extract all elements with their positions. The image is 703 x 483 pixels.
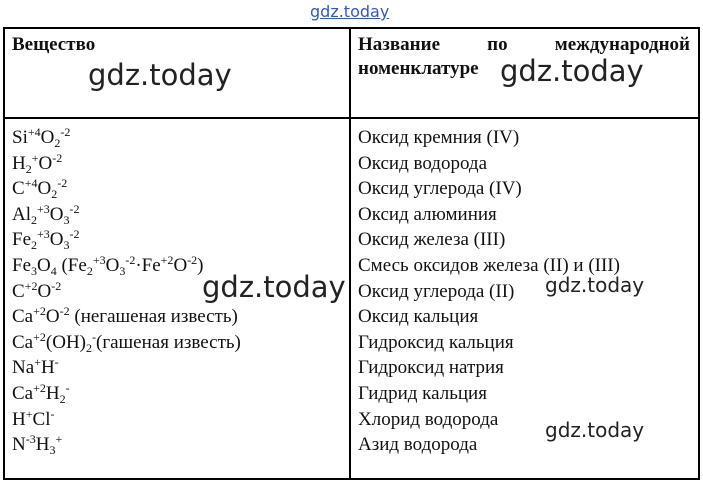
name-line: Гидроксид натрия [358, 357, 504, 379]
formula-line: $Ca^{+2}O^{-2}$ (негашеная известь) [12, 304, 238, 328]
header-name-line1: Название по международной [358, 34, 690, 55]
formula-line: Na+H- [12, 355, 59, 379]
watermark: gdz.today [500, 54, 644, 88]
name-line: Хлорид водорода [358, 408, 499, 430]
name-line: Смесь оксидов железа (II) и (III) [358, 254, 620, 276]
formula-line: $Si^{+4}O_2^{-2}$ [12, 125, 71, 150]
formula-line: $Al_2^{+3}O_3^{-2}$ [12, 201, 80, 227]
name-line: Оксид кальция [358, 306, 479, 328]
formula-line: $N^{-3}H_3^+$ [12, 432, 63, 458]
formula-line: $Ca^{+2}H_2^-$ [12, 380, 70, 406]
name-line: Гидрид кальция [358, 382, 487, 404]
formula-line: $H_2^+O^{-2}$ [12, 150, 63, 176]
name-line: Оксид углерода (IV) [358, 178, 522, 200]
formula-line: $Ca^{+2}(OH)_2^-(гашеная$ известь) [12, 329, 241, 355]
header-substance: Вещество [12, 34, 96, 55]
watermark: gdz.today [545, 273, 645, 297]
formula-line: $Fe_3O_4$ $(Fe_2^{+3}O_3^{-2}\cdot Fe^{+2}O^{-2})$ [12, 252, 204, 278]
watermark: gdz.today [88, 58, 232, 92]
name-line: Оксид алюминия [358, 203, 497, 225]
watermark: gdz.today [545, 418, 645, 442]
name-line: Оксид углерода (II) [358, 280, 515, 302]
header-name-line2: номенклатуре [358, 58, 479, 79]
watermark-link[interactable]: gdz.today [310, 2, 390, 21]
formula-line: H+Cl- [12, 406, 55, 430]
formula-line: $C^{+4}O_2^{-2}$ [12, 176, 68, 202]
watermark: gdz.today [202, 270, 346, 304]
name-list [350, 118, 699, 479]
name-line: Оксид кремния (IV) [358, 127, 520, 148]
formula-line: $C^{+2}O^{-2}$ [12, 278, 62, 302]
name-line: Гидроксид кальция [358, 331, 514, 353]
formula-line: $Fe_2^{+3}O_3^{-2}$ [12, 227, 80, 253]
name-line: Оксид железа (III) [358, 229, 506, 251]
substances-table [3, 27, 700, 480]
name-line: Азид водорода [358, 434, 478, 456]
name-line: Оксид водорода [358, 152, 488, 174]
